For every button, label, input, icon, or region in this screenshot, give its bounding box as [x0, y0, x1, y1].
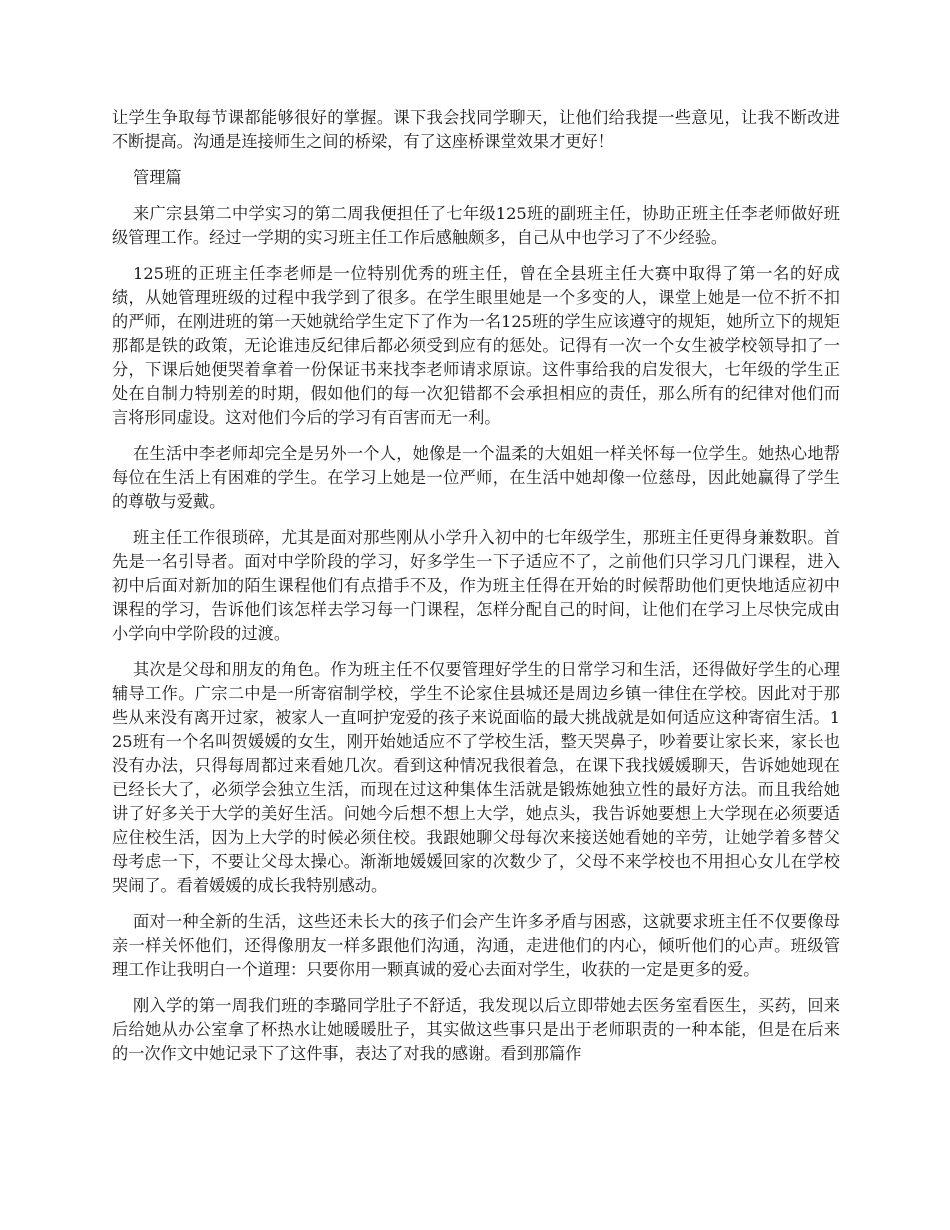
paragraph: 班主任工作很琐碎，尤其是面对那些刚从小学升入初中的七年级学生，那班主任更得身兼数职。首先是一名引导者。面对中学阶段的学习，好多学生一下子适应不了，之前他们只学习几门课程，进入初中后面对新加的陌生课程他们有点措手不及，作为班主任得在开始的时候帮助他们更快地适应初中课程的学习，告诉他们该怎样去学习每一门课程，怎样分配自己的时间，让他们在学习上尽快完成由小学向中学阶段的过渡。 — [112, 528, 840, 643]
document-page — [112, 106, 840, 1078]
paragraph: 其次是父母和朋友的角色。作为班主任不仅要管理好学生的日常学习和生活，还得做好学生的心理辅导工作。广宗二中是一所寄宿制学校，学生不论家住县城还是周边乡镇一律住在学校。因此对于那些从来没有离开过家，被家人一直呵护宠爱的孩子来说面临的最大挑战就是如何适应这种寄宿生活。125班有一个名叫贺媛媛的女生，刚开始她适应不了学校生活，整天哭鼻子，吵着要让家长来，家长也没有办法，只得每周都过来看她几次。看到这种情况我很着急，在课下我找媛媛聊天，告诉她她现在已经长大了，必须学会独立生活，而现在过这种集体生活就是锻炼她独立性的最好方法。而且我给她讲了好多关于大学的美好生活。问她今后想不想上大学，她点头，我告诉她要想上大学现在必须要适应住校生活，因为上大学的时候必须住校。我跟她聊父母每次来接送她看她的辛劳，让她学着多替父母考虑一下，不要让父母太操心。渐渐地媛媛回家的次数少了，父母不来学校也不用担心女儿在学校哭闹了。看着媛媛的成长我特别感动。 — [112, 660, 840, 895]
section-heading-management: 管理篇 — [133, 168, 182, 187]
paragraph: 刚入学的第一周我们班的李璐同学肚子不舒适，我发现以后立即带她去医务室看医生，买药，回来后给她从办公室拿了杯热水让她暖暖肚子，其实做这些事只是出于老师职责的一种本能，但是在后来的一次作文中她记录下了这件事，表达了对我的感谢。看到那篇作 — [112, 996, 840, 1063]
paragraph: 125班的正班主任李老师是一位特别优秀的班主任，曾在全县班主任大赛中取得了第一名的好成绩，从她管理班级的过程中我学到了很多。在学生眼里她是一个多变的人，课堂上她是一位不折不扣的严师，在刚进班的第一天她就给学生定下了作为一名125班的学生应该遵守的规矩，她所立下的规矩那都是铁的政策，无论谁违反纪律后都必须受到应有的惩处。记得有一次一个女生被学校领导扣了一分，下课后她便哭着拿着一份保证书来找李老师请求原谅。这件事给我的启发很大，七年级的学生正处在自制力特别差的时期，假如他们的每一次犯错都不会承担相应的责任，那么所有的纪律对他们而言将形同虚设。这对他们今后的学习有百害而无一利。 — [112, 264, 840, 427]
paragraph-intro-continuation: 让学生争取每节课都能够很好的掌握。课下我会找同学聊天，让他们给我提一些意见，让我不断改进不断提高。沟通是连接师生之间的桥梁，有了这座桥课堂效果才更好！ — [112, 108, 840, 151]
paragraph: 在生活中李老师却完全是另外一个人，她像是一个温柔的大姐姐一样关怀每一位学生。她热心地帮每位在生活上有困难的学生。在学习上她是一位严师，在生活中她却像一位慈母，因此她赢得了学生的尊敬与爱戴。 — [112, 444, 840, 511]
paragraph: 来广宗县第二中学实习的第二周我便担任了七年级125班的副班主任，协助正班主任李老师做好班级管理工作。经过一学期的实习班主任工作后感触颇多，自己从中也学习了不少经验。 — [112, 204, 840, 247]
paragraph: 面对一种全新的生活，这些还未长大的孩子们会产生许多矛盾与困惑，这就要求班主任不仅要像母亲一样关怀他们，还得像朋友一样多跟他们沟通，沟通，走进他们的内心，倾听他们的心声。班级管理工作让我明白一个道理：只要你用一颗真诚的爱心去面对学生，收获的一定是更多的爱。 — [112, 912, 840, 979]
